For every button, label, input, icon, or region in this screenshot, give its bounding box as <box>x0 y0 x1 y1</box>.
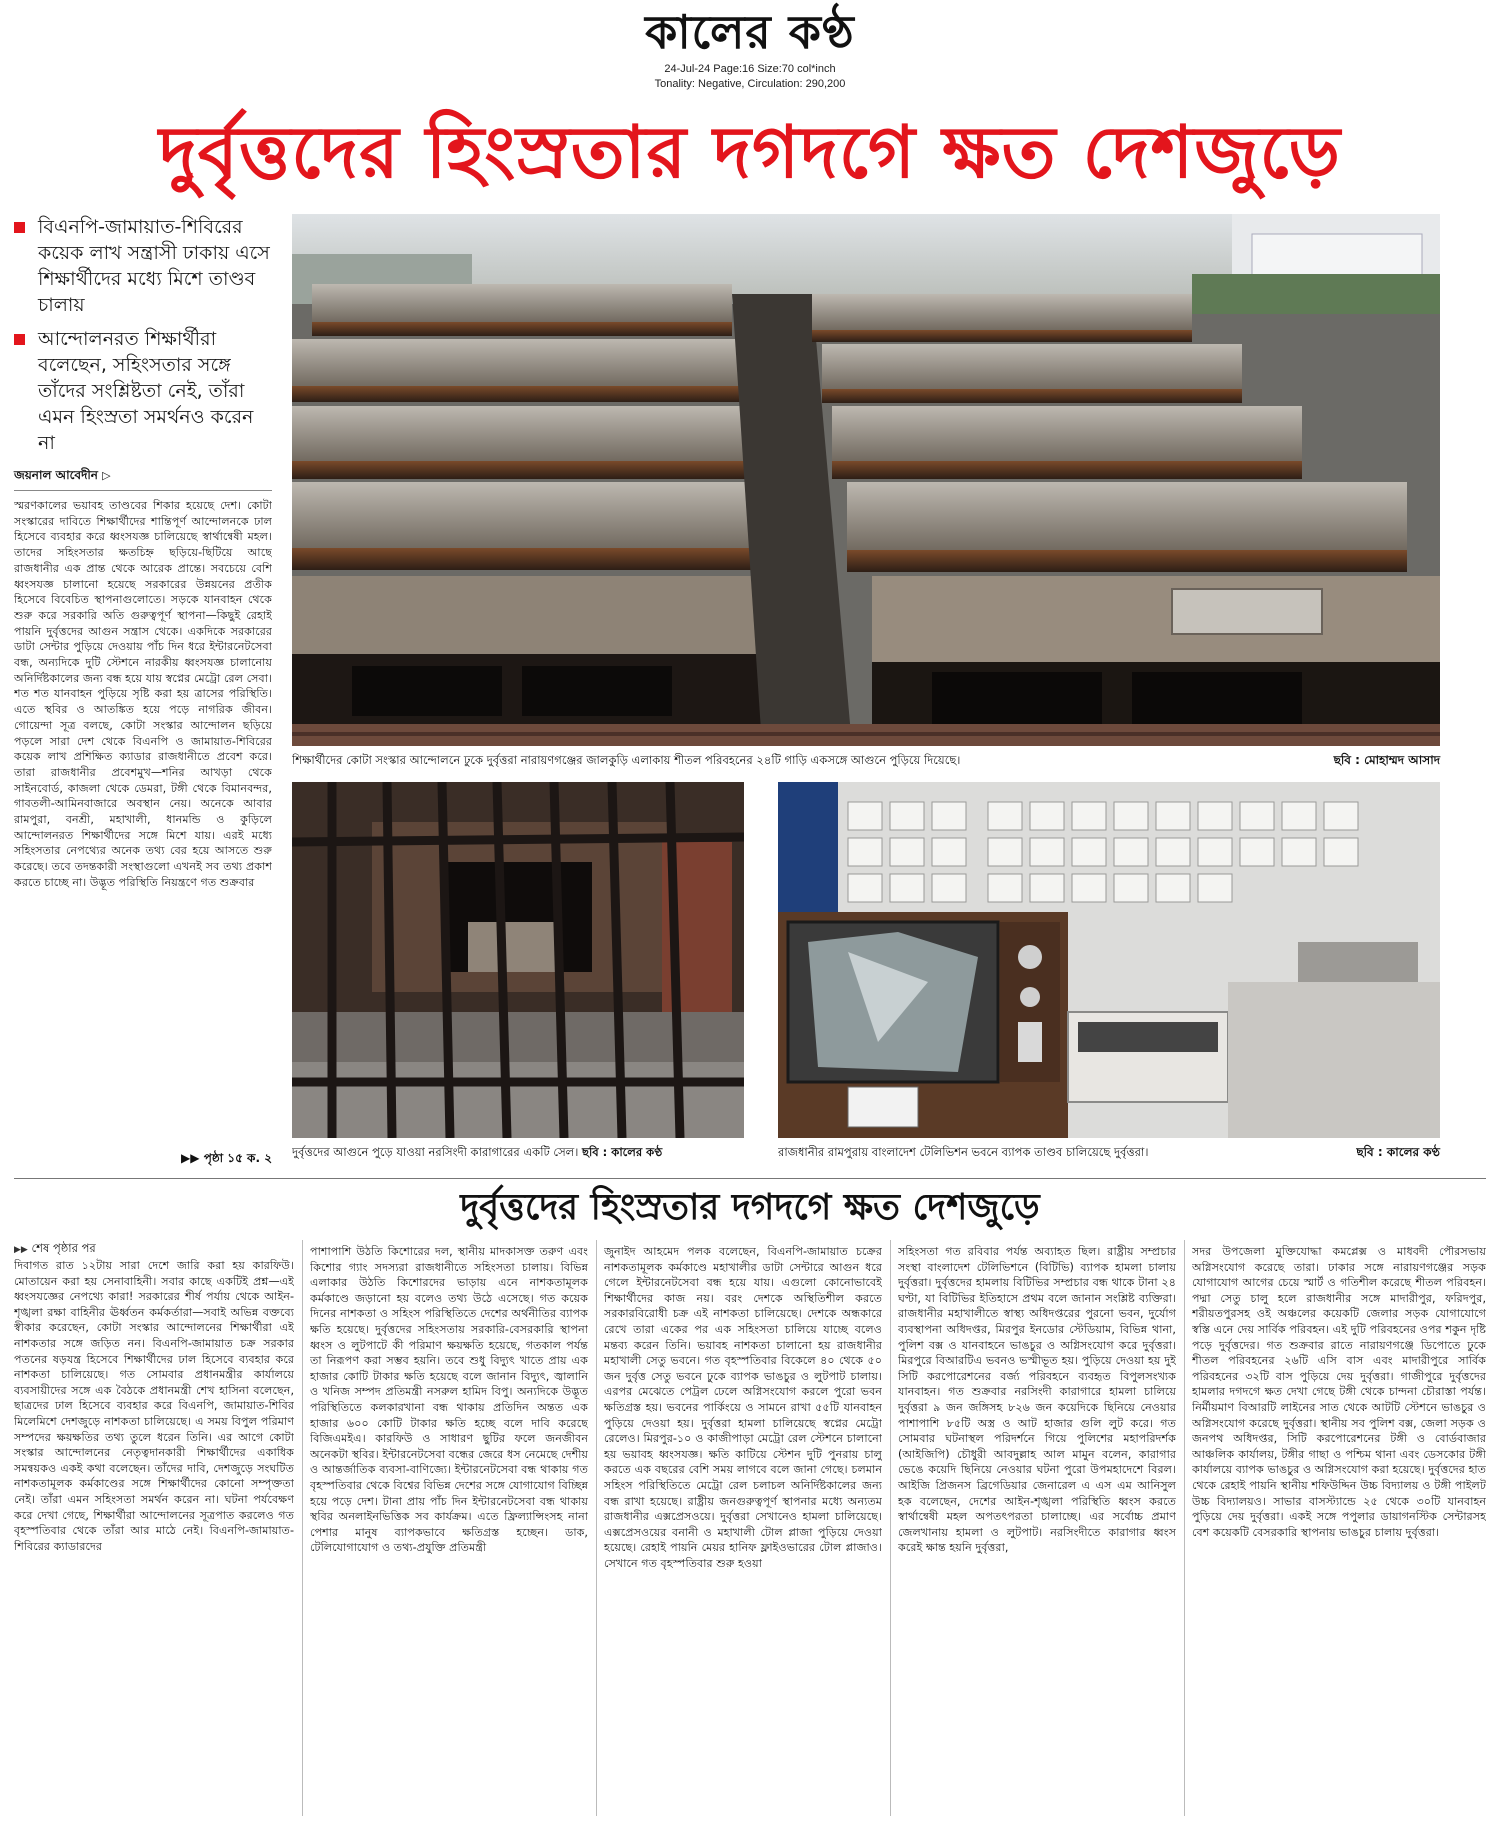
column-rule <box>302 1240 303 1816</box>
photo-burned-buses <box>292 214 1440 746</box>
masthead <box>0 0 1501 100</box>
article-column-4: সহিংসতা গত রবিবার পর্যন্ত অব্যাহত ছিল। রাষ্ট্রীয় সম্প্রচার সংস্থা বাংলাদেশ টেলিভিশনে (বিটিভি) ব্যাপক হামলা চালায় দুর্বৃত্তরা। দুর্বৃত্তদের হামলায় বিটিভির সম্প্রচার বন্ধ থাকে টানা ২৪ ঘণ্টা, যা বিটিভির ইতিহাসে প্রথম বলে জানান সংশ্লিষ্ট ব্যক্তিরা। রাজধানীর মহাখালীতে স্বাস্থ্য অধিদপ্তরের পুরনো ভবন, দুর্যোগ ব্যবস্থাপনা অধিদপ্তর, মিরপুর ইনডোর স্টেডিয়াম, বিভিন্ন থানা, পুলিশ বক্স ও যানবাহনে ভাঙচুর ও অগ্নিসংযোগ করে দুর্বৃত্তরা। মিরপুরে বিআরটিএ ভবনও ভস্মীভূত হয়। পুড়িয়ে দেওয়া হয় দুই সিটি করপোরেশনের বর্জ্য পরিবহনে ব্যবহৃত বিপুলসংখ্যক যানবাহন। গত শুক্রবার নরসিংদী কারাগারে হামলা চালিয়ে দুর্বৃত্তরা ৯ জন জঙ্গিসহ ৮২৬ জন কয়েদিকে ছিনিয়ে নেওয়ার পাশাপাশি ৮৫টি অস্ত্র ও আট হাজার গুলি লুট করে। গত সোমবার ঘটনাস্থল পরিদর্শনে গিয়ে পুলিশের মহাপরিদর্শক (আইজিপি) চৌধুরী আবদুল্লাহ আল মামুন বলেন, কারাগার ভেঙে কয়েদি ছিনিয়ে নেওয়ার ঘটনা পুরো উপমহাদেশে বিরল। আইজি প্রিজনস ব্রিগেডিয়ার জেনারেল এ এস এম আনিসুল হক বলেছেন, দেশের আইন-শৃঙ্খলা পরিস্থিতি ধ্বংস করতে স্বার্থান্বেষী মহল অপতৎপরতা চালাচ্ছে। এর সর্বোচ্চ প্রমাণ জেলখানায় হামলা ও লুটপাট। নরসিংদীতে কারাগার ধ্বংস করেই ক্ষান্ত হয়নি দুর্বৃত্তরা, <box>898 1245 1176 1555</box>
article-column-5: সদর উপজেলা মুক্তিযোদ্ধা কমপ্লেক্স ও মাধবদী পৌরসভায় অগ্নিসংযোগ করেছে তারা। ঢাকার সঙ্গে নারায়ণগঞ্জের সড়ক যোগাযোগ আগের চেয়ে স্মার্ট ও গতিশীল করেছে শীতল পরিবহন। পদ্মা সেতু চালু হলে রাজধানীর সঙ্গে মাদারীপুর, ফরিদপুর, শরীয়তপুরসহ ওই অঞ্চলের কয়েকটি জেলার সড়ক যোগাযোগে স্বস্তি এনে দেয় সার্বিক পরিবহন। এই দুটি পরিবহনের ওপর শকুন দৃষ্টি পড়ে দুর্বৃত্তদের। গত শুক্রবার রাতে নারায়ণগঞ্জে ডিপোতে ঢুকে শীতল পরিবহনের ২৬টি এসি বাস এবং মাদারীপুরে সার্বিক পরিবহনের ৩২টি বাস পুড়িয়ে দেয় দুর্বৃত্তরা। গাজীপুরে দুর্বৃত্তদের হামলার দগদগে ক্ষত দেখা গেছে টঙ্গী থেকে চান্দনা চৌরাস্তা পর্যন্ত। নির্মীয়মাণ বিআরটি লাইনের সাত থেকে আটটি স্টেশনে ভাঙচুর ও অগ্নিসংযোগ করেছে দুর্বৃত্তরা। স্থানীয় সব পুলিশ বক্স, জেলা সড়ক ও জনপথ অধিদপ্তর, সিটি করপোরেশনের টঙ্গী ও বোর্ডবাজার আঞ্চলিক কার্যালয়, টঙ্গীর গাছা ও পশ্চিম থানা এবং ডেসকোর টঙ্গী কার্যালয়ে ব্যাপক ভাঙচুর ও অগ্নিসংযোগ করা হয়েছে। দুর্বৃত্তদের হাত থেকে রেহাই পায়নি স্থানীয় শফিউদ্দিন উচ্চ বিদ্যালয় ও টঙ্গী পাইলট উচ্চ বিদ্যালয়ও। সাভার বাসস্ট্যান্ডে ২৫ থেকে ৩০টি যানবাহন পুড়িয়ে দেয় দুর্বৃত্তরা। একই সঙ্গে পপুলার ডায়াগনস্টিক সেন্টারসহ বেশ কয়েকটি বেসরকারি স্থাপনায় ভাঙচুর চালায় দুর্বৃত্তরা। <box>1192 1245 1486 1539</box>
double-arrow-icon: ▶▶ <box>14 1245 28 1255</box>
jump-reference <box>14 1150 272 1170</box>
column-rule <box>890 1240 891 1816</box>
byline <box>14 466 272 485</box>
highlight-item <box>14 326 272 456</box>
jail-cell-illustration <box>292 782 744 1138</box>
square-bullet-icon <box>14 222 25 233</box>
photo-credit: ছবি : কালের কণ্ঠ <box>582 1145 663 1159</box>
clipping-meta-line-2: Tonality: Negative, Circulation: 290,200 <box>654 78 846 90</box>
photo-caption: শিক্ষার্থীদের কোটা সংস্কার আন্দোলনে ঢুকে দুর্বৃত্তরা নারায়ণগঞ্জের জালকুড়ি এলাকায় শীতল পরিবহনের ২৪টি গাড়ি একসঙ্গে আগুনে পুড়িয়ে দিয়েছে। <box>292 753 961 767</box>
lead-article-text: স্মরণকালের ভয়াবহ তাণ্ডবের শিকার হয়েছে দেশ। কোটা সংস্কারের দাবিতে শিক্ষার্থীদের শান্তিপূর্ণ আন্দোলনকে ঢাল হিসেবে ব্যবহার করে ধ্বংসযজ্ঞ চালিয়েছে স্বার্থান্বেষী মহল। তাদের সহিংসতার ক্ষতচিহ্ন ছড়িয়ে-ছিটিয়ে আছে রাজধানীর এক প্রান্ত থেকে আরেক প্রান্তে। সবচেয়ে বেশি ধ্বংসযজ্ঞ চালানো হয়েছে সরকারের উন্নয়নের প্রতীক হিসেবে বিবেচিত স্থাপনাগুলোতে। সড়কে যানবাহন থেকে শুরু করে সরকারি অতি গুরুত্বপূর্ণ স্থাপনা—কিছুই রেহাই পায়নি দুর্বৃত্তদের আগুন সন্ত্রাস থেকে। একদিকে সরকারের ডাটা সেন্টার পুড়িয়ে দেওয়ায় পাঁচ দিন ধরে ইন্টারনেটসেবা বন্ধ, অন্যদিকে দুটি স্টেশনে নারকীয় ধ্বংসযজ্ঞ চালানোয় অনির্দিষ্টকালের জন্য বন্ধ হয়ে যায় স্বপ্নের মেট্রো রেল সেবা। শত শত যানবাহন পুড়িয়ে সৃষ্টি করা হয় ত্রাসের পরিস্থিতি। এতে স্থবির ও আতঙ্কিত হয়ে পড়ে নাগরিক জীবন। গোয়েন্দা সূত্র বলছে, কোটা সংস্কার আন্দোলন ছড়িয়ে পড়লে সারা দেশ থেকে বিএনপি ও জামায়াত-শিবিরের কয়েক লাখ প্রশিক্ষিত ক্যাডার রাজধানীতে প্রবেশ করে। তারা রাজধানীর প্রবেশমুখ—শনির আখড়া থেকে সাইনবোর্ড, কাজলা থেকে ডেমরা, টঙ্গী থেকে বিমানবন্দর, গাবতলী-আমিনবাজারে অবস্থান নেয়। অনেকে আবার রামপুরা, বনশ্রী, মহাখালী, ধানমন্ডি ও কুড়িলে আন্দোলনরত শিক্ষার্থীদের সঙ্গে মিশে যায়। এরই মধ্যে সহিংসতার নেপথ্যের অনেক তথ্য বের হয়ে আসতে শুরু করেছে। তবে তদন্তকারী সংস্থাগুলো এখনই সব তথ্য প্রকাশ করতে চাচ্ছে না। উদ্ভূত পরিস্থিতি নিয়ন্ত্রণে গত শুক্রবার <box>14 499 272 889</box>
article-column-3: জুনাইদ আহমেদ পলক বলেছেন, বিএনপি-জামায়াত চক্রের নাশকতামূলক কর্মকাণ্ডে মহাখালীর ডাটা সেন্টারে আগুন ধরে গেলে ইন্টারনেটসেবা বন্ধ হয়ে যায়। এগুলো কোনোভাবেই শিক্ষার্থীদের কাজ নয়। বরং দেশকে অস্থিতিশীল করতে সরকারবিরোধী চক্র এই নাশকতা চালিয়েছে। দেশকে অন্ধকারে রেখে তারা একের পর এক সহিংসতা চালিয়ে যাচ্ছে বলেও মন্তব্য করেন তিনি। ভয়াবহ নাশকতা চালানো হয় রাজধানীর মহাখালী সেতু ভবনে। গত বৃহস্পতিবার বিকেলে ৪০ থেকে ৫০ জন দুর্বৃত্ত সেতু ভবনে ঢুকে ব্যাপক ভাঙচুর ও লুটপাট চালায়। এরপর মেঝেতে পেট্রল ঢেলে অগ্নিসংযোগ করলে পুরো ভবন ক্ষতিগ্রস্ত হয়। ভবনের পার্কিংয়ে ও সামনে রাখা ৫৫টি যানবাহন পুড়িয়ে দেওয়া হয়। দুর্বৃত্তরা হামলা চালিয়েছে স্বপ্নের মেট্রো রেলেও। মিরপুর-১০ ও কাজীপাড়া মেট্রো রেল স্টেশনে চালানো হয় ভয়াবহ ধ্বংসযজ্ঞ। ক্ষতি কাটিয়ে স্টেশন দুটি পুনরায় চালু করতে এক বছরের বেশি সময় লাগবে বলে জানা গেছে। চলমান সহিংস পরিস্থিতিতে মেট্রো রেল চলাচল অনির্দিষ্টকালের জন্য বন্ধ রাখা হয়েছে। রাষ্ট্রীয় জনগুরুত্বপূর্ণ স্থাপনার মধ্যে অন্যতম রাজধানীর এক্সপ্রেসওয়ে। দুর্বৃত্তরা সেখানেও হামলা চালিয়েছে। এক্সপ্রেসওয়ের বনানী ও মহাখালী টোল প্লাজা পুড়িয়ে দেওয়া হয়েছে। রেহাই পায়নি মেয়র হানিফ ফ্লাইওভারের টোল প্লাজাও। সেখানে গত বৃহস্পতিবার শুরু হওয়া <box>604 1245 882 1570</box>
photo-caption <box>292 1144 744 1160</box>
burned-buses-illustration <box>292 214 1440 746</box>
main-headline: দুর্বৃত্তদের হিংস্রতার দগদগে ক্ষত দেশজুড়ে <box>158 109 1341 194</box>
article-column-1: দিবাগত রাত ১২টায় সারা দেশে জারি করা হয় কারফিউ। মোতায়েন করা হয় সেনাবাহিনী। সবার কাছে একটিই প্রশ্ন—এই ধ্বংসযজ্ঞের নেপথ্যে কারা! সরকারের শীর্ষ পর্যায় থেকে আইন-শৃঙ্খলা রক্ষা বাহিনীর ঊর্ধ্বতন কর্মকর্তারা—সবাই অভিন্ন বক্তব্যে স্বীকার করেছেন, কোটা সংস্কার আন্দোলনের শিক্ষার্থীরা এই নাশকতার সঙ্গে জড়িত নন। বিএনপি-জামায়াত চক্র সরকার পতনের ষড়যন্ত্র হিসেবে শিক্ষার্থীদের ঢাল হিসেবে ব্যবহার করে নাশকতা চালিয়েছে। গত সোমবার প্রধানমন্ত্রীর কার্যালয়ে ব্যবসায়ীদের সঙ্গে এক বৈঠকে প্রধানমন্ত্রী শেখ হাসিনা বলেছেন, ছাত্রদের ঢাল হিসেবে ব্যবহার করে বিএনপি, জামায়াত-শিবির মিলেমিশে দেশজুড়ে নাশকতা চালিয়েছে। এ সময় বিপুল পরিমাণ সম্পদের ক্ষয়ক্ষতির তথ্য তুলে ধরেন তিনি। এর আগে কোটা সংস্কার আন্দোলনের নেতৃত্বদানকারী শিক্ষার্থীদের একাধিক সমন্বয়কও একই কথা বলেছেন। তাঁদের দাবি, দেশজুড়ে সংঘটিত নাশকতামূলক কর্মকাণ্ডের সঙ্গে শিক্ষার্থীদের কোনো সম্পৃক্ততা নেই। তাঁরা এমন সহিংসতা সমর্থন করেন না। ঘটনা পর্যবেক্ষণ করে দেখা গেছে, শিক্ষার্থীরা আন্দোলনের সূত্রপাত করলেও গত বৃহস্পতিবার থেকে তাঁরা আর মাঠে নেই। বিএনপি-জামায়াত-শিবিরের ক্যাডারদের <box>14 1259 294 1553</box>
btv-wreckage-illustration <box>778 782 1440 1138</box>
article-column-2: পাশাপাশি উঠতি কিশোরের দল, স্থানীয় মাদকাসক্ত তরুণ এবং কিশোর গ্যাং সদস্যরা রাজধানীতে সহিংসতা চালায়। বিভিন্ন এলাকার উঠতি কিশোরদের ভাড়ায় এনে নাশকতামূলক কর্মকাণ্ডে জড়ানো হয় বলেও তথ্য উঠে এসেছে। গত কয়েক দিনের নাশকতা ও সহিংস পরিস্থিতিতে দেশের অর্থনীতির ব্যাপক ক্ষতি হয়েছে। দুর্বৃত্তদের সহিংসতায় সরকারি-বেসরকারি স্থাপনা ধ্বংস ও লুটপাটে কী পরিমাণ ক্ষয়ক্ষতি হয়েছে, গতকাল পর্যন্ত তা নিরূপণ করা সম্ভব হয়নি। তবে শুধু বিদ্যুৎ খাতে প্রায় এক হাজার কোটি টাকার ক্ষতি হয়েছে বলে জানান বিদ্যুৎ, জ্বালানি ও খনিজ সম্পদ প্রতিমন্ত্রী নসরুল হামিদ বিপু। অন্যদিকে উদ্ভূত পরিস্থিতিতে কলকারখানা বন্ধ থাকায় প্রতিদিন অন্তত এক হাজার ৬০০ কোটি টাকার ক্ষতি হচ্ছে বলে দাবি করেছে বিজিএমইএ। কারফিউ ও সাধারণ ছুটির ফলে জনজীবন অনেকটা স্থবির। ইন্টারনেটসেবা বন্ধের জেরে ধস নেমেছে দেশীয় ও আন্তর্জাতিক ব্যবসা-বাণিজ্যে। ইন্টারনেটসেবা বন্ধ থাকায় গত বৃহস্পতিবার থেকে বিশ্বের বিভিন্ন দেশের সঙ্গে যোগাযোগ বিচ্ছিন্ন হয়ে পড়ে দেশ। টানা প্রায় পাঁচ দিন ইন্টারনেটসেবা বন্ধ থাকায় স্থবির অনলাইনভিত্তিক সব কার্যক্রম। এতে ফ্রিল্যান্সিংসহ নানা পেশার মানুষ ব্যাপকভাবে ক্ষতিগ্রস্ত হচ্ছেন। ডাক, টেলিযোগাযোগ ও তথ্য-প্রযুক্তি প্রতিমন্ত্রী <box>310 1245 588 1555</box>
column-rule <box>596 1240 597 1816</box>
photo-caption-text: দুর্বৃত্তদের আগুনে পুড়ে যাওয়া নরসিংদী কারাগারের একটি সেল। <box>292 1145 579 1159</box>
photo-jail-cell <box>292 782 744 1138</box>
jump-reference-text: পৃষ্ঠা ১৫ ক. ২ <box>203 1151 272 1165</box>
column-rule <box>1184 1240 1185 1816</box>
photo-credit: ছবি : কালের কণ্ঠ <box>1356 1145 1440 1159</box>
section-divider <box>14 1178 1486 1179</box>
byline-author: জয়নাল আবেদীন <box>14 468 98 482</box>
square-bullet-icon <box>14 334 25 345</box>
clipping-meta-line-1: 24-Jul-24 Page:16 Size:70 col*inch <box>664 63 836 75</box>
highlights <box>14 214 272 464</box>
continued-label-text: শেষ পৃষ্ঠার পর <box>31 1241 96 1255</box>
highlight-item <box>14 214 272 318</box>
newspaper-logo: কালের কণ্ঠ <box>645 5 855 59</box>
clipping-meta <box>560 62 940 92</box>
continuation-headline: দুর্বৃত্তদের হিংস্রতার দগদগে ক্ষত দেশজুড়ে <box>460 1186 1040 1228</box>
highlight-text: আন্দোলনরত শিক্ষার্থীরা বলেছেন, সহিংসতার সঙ্গে তাঁদের সংশ্লিষ্টতা নেই, তাঁরা এমন হিংস্রতা সমর্থনও করেন না <box>38 328 254 454</box>
double-arrow-icon: ▶▶ <box>181 1151 200 1165</box>
photo-credit: ছবি : মোহাম্মদ আসাদ <box>1333 753 1440 767</box>
divider <box>14 490 272 491</box>
triangle-right-icon: ▷ <box>102 469 111 482</box>
photo-caption: রাজধানীর রামপুরায় বাংলাদেশ টেলিভিশন ভবনে ব্যাপক তাণ্ডব চালিয়েছে দুর্বৃত্তরা। <box>778 1145 1149 1159</box>
highlight-text: বিএনপি-জামায়াত-শিবিরের কয়েক লাখ সন্ত্রাসী ঢাকায় এসে শিক্ষার্থীদের মধ্যে মিশে তাণ্ডব চালায় <box>38 216 270 316</box>
continued-label <box>14 1240 294 1258</box>
photo-btv-wreckage <box>778 782 1440 1138</box>
